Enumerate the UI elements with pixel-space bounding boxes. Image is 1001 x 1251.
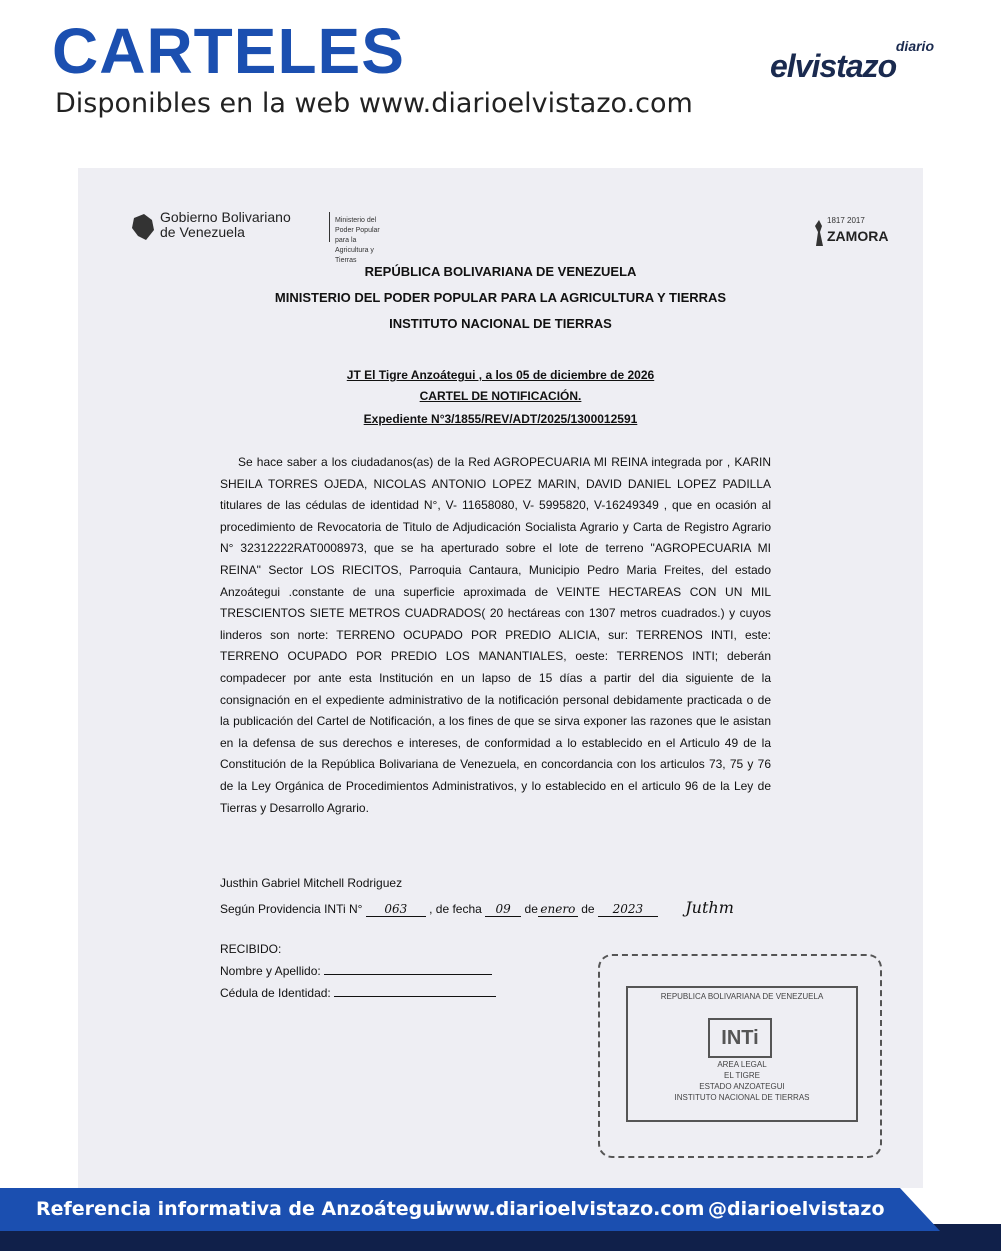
place-date: JT El Tigre Anzoátegui , a los 05 de diciembre de 2026 — [346, 368, 655, 382]
cartel-title: CARTEL DE NOTIFICACIÓN. — [419, 389, 582, 403]
zamora-name: ZAMORA — [827, 228, 889, 244]
handwritten-signature: Juthm — [685, 898, 734, 917]
notice-body: Se hace saber a los ciudadanos(as) de la Red AGROPECUARIA MI REINA integrada por , KARIN SHEILA TORRES OJEDA, NICOLAS ANTONIO LOPEZ MARIN, DAVID DANIEL LOPEZ PADILLA titulares de las cédulas de identidad N°, V- 11658080, V- 5995820, V-16249349 , que en ocasión al procedimiento de Revocatoria de Titulo de Adjudicación Socialista Agrario y Carta de Registro Agrario N° 32312222RAT0008973, que se ha aperturado sobre el lote de terreno "AGROPECUARIA MI REINA" Sector LOS RIECITOS, Parroquia Cantaura, Municipio Pedro Maria Freites, del estado Anzoátegui .constante de una superficie aproximada de VEINTE HECTAREAS CON UN MIL TRESCIENTOS SIETE METROS CUADRADOS( 20 hectáreas con 1307 metros cuadrados.) y cuyos linderos son norte: TERRENO OCUPADO POR PREDIO ALICIA, sur: TERRENOS INTI, este: TERRENO OCUPADO POR PREDIO LOS MANANTIALES, oeste: TERRENOS INTI; deberán compadecer por ante esta Institución en un lapso de 15 días a partir del dia siguiente de la consignación en el expediente administrativo de la notificación personal debidamente practicada o de la publicación del Cartel de Notificación, a los fines de que se sirva exponer las razones que le asistan en la defensa de sus derechos e intereses, de conformidad a lo establecido en el Articulo 49 de la Constitución de la República Bolivariana de Venezuela, en concordancia con los articulos 73, 75 y 76 de la Ley Orgánica de Procedimientos Administrativos, y lo establecido en el articulo 96 de la Ley de Tierras y Desarrollo Agrario. — [220, 455, 771, 815]
logo-small-text: diario — [895, 38, 934, 54]
government-logo — [130, 208, 390, 264]
stamp-line: ESTADO ANZOATEGUI — [699, 1082, 785, 1091]
ministry-name: Ministerio del Poder Popular para la Agricultura y Tierras — [335, 217, 380, 264]
cedula-field — [334, 996, 496, 997]
expediente-number: Expediente N°3/1855/REV/ADT/2025/1300012591 — [363, 412, 638, 426]
zamora-years: 1817 2017 — [827, 216, 865, 225]
zamora-figure-icon — [813, 220, 825, 246]
recibido-label: RECIBIDO: — [220, 942, 282, 956]
nombre-line: Nombre y Apellido: — [220, 964, 492, 978]
stamp-line: INSTITUTO NACIONAL DE TIERRAS — [674, 1093, 810, 1102]
gov-name: Gobierno Bolivariano de Venezuela — [160, 209, 291, 240]
stamp-mark: INTi — [708, 1018, 772, 1058]
heading-institute: INSTITUTO NACIONAL DE TIERRAS — [389, 316, 612, 331]
footer-social-handle[interactable]: @diarioelvistazo — [708, 1198, 885, 1220]
newspaper-logo — [770, 38, 950, 88]
stamp-line: AREA LEGAL — [717, 1060, 767, 1069]
stamp-inner-frame — [626, 986, 858, 1122]
providencia-line: Según Providencia INTi N° 063 , de fecha 09 de enero de 2023 Juthm — [220, 898, 734, 917]
providencia-number: 063 — [366, 902, 426, 917]
fecha-day: 09 — [485, 902, 521, 917]
stamp-top-text: REPUBLICA BOLIVARIANA DE VENEZUELA — [660, 992, 824, 1001]
divider — [329, 212, 330, 242]
logo-main-text: elvistazo — [770, 48, 897, 84]
footer-tagline: Referencia informativa de Anzoátegui — [36, 1198, 443, 1220]
scanned-document — [78, 168, 923, 1188]
page-subtitle: Disponibles en la web www.diarioelvistazo.com — [55, 88, 693, 119]
zamora-logo — [813, 216, 889, 256]
heading-republic: REPÚBLICA BOLIVARIANA DE VENEZUELA — [364, 264, 637, 279]
page-title: CARTELES — [52, 15, 405, 87]
footer-website-link[interactable]: www.diarioelvistazo.com — [437, 1198, 705, 1220]
signer-name: Justhin Gabriel Mitchell Rodriguez — [220, 876, 403, 890]
stamp-line: EL TIGRE — [723, 1071, 760, 1080]
cedula-line: Cédula de Identidad: — [220, 986, 496, 1000]
official-stamp — [598, 954, 882, 1158]
nombre-field — [324, 974, 492, 975]
fecha-year: 2023 — [598, 902, 658, 917]
fecha-month: enero — [538, 902, 578, 917]
heading-ministry: MINISTERIO DEL PODER POPULAR PARA LA AGRICULTURA Y TIERRAS — [274, 290, 727, 305]
venezuela-map-icon — [130, 212, 156, 242]
